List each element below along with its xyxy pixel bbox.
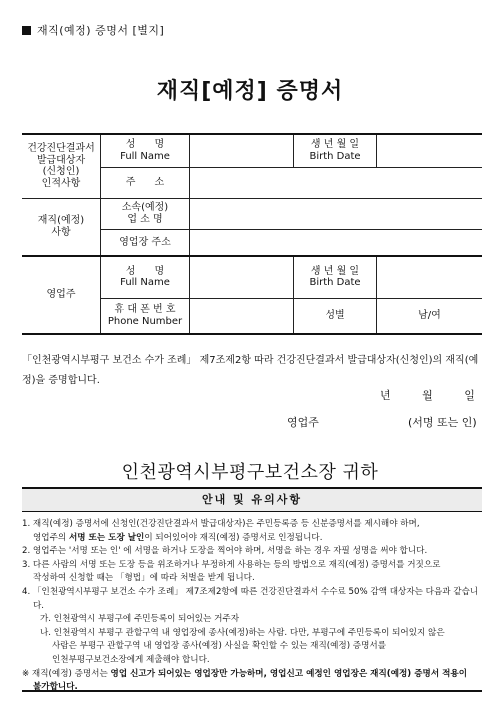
black-square-icon: [22, 26, 31, 35]
applicant-section-label: 건강진단결과서 발급대상자 (신청인) 인적사항: [22, 134, 101, 198]
owner-birth-label: 생 년 월 일 Birth Date: [294, 256, 377, 298]
applicant-birth-field[interactable]: [377, 134, 483, 167]
certification-statement: 「인천광역시부평구 보건소 수가 조례」 제7조제2항 따라 건강진단결과서 발급대상자(신청인)의 재직(예정)을 증명합니다.: [22, 355, 479, 386]
notice-title: 안내 및 유의사항: [22, 487, 482, 512]
document-title: 재직[예정] 증명서: [156, 79, 344, 104]
form-tag-text: 재직(예정) 증명서 [별지]: [37, 24, 165, 37]
note-3: 3. 다른 사람의 서명 또는 도장 등을 위조하거나 부정하게 사용하는 등의 방법으로 재직(예정) 증명서를 거짓으로 작성하여 신청할 때는 「형법」에 따라 처벌을 받게 됩니다.: [22, 559, 441, 584]
note-4: 4. 「인천광역시부평구 보건소 수가 조례」 제7조제2항에 따른 건강진단결과서 수수료 50% 감액 대상자는 다음과 같습니다.: [22, 586, 479, 611]
note-4-b-cont: 사람은 부평구 관할구역 내 영업장 종사(예정) 사실을 확인할 수 있는 재직(예정) 증명서를: [52, 641, 387, 652]
note-warning: ※ 재직(예정) 증명서는 영업 신고가 되어있는 영업장만 가능하며, 영업신고 예정인 영업장은 재직(예정) 증명서 적용이 불가합니다.: [22, 668, 468, 693]
certificate-form-table: [22, 133, 482, 335]
applicant-address-label: 주 소: [101, 167, 190, 198]
notice-list: [22, 518, 487, 695]
signer-label: 영업주: [287, 416, 319, 429]
employment-affiliation-field[interactable]: [190, 198, 483, 229]
owner-birth-field[interactable]: [377, 256, 483, 298]
employment-address-field[interactable]: [190, 229, 483, 256]
owner-phone-label: 휴 대 폰 번 호 Phone Number: [101, 298, 190, 334]
employment-address-label: 영업장 주소: [101, 229, 190, 256]
owner-gender-value[interactable]: 남/여: [377, 298, 483, 334]
employment-section-label: 재직(예정) 사항: [22, 198, 101, 256]
employment-affiliation-label: 소속(예정) 업 소 명: [101, 198, 190, 229]
note-4-b-cont2: 인천부평구보건소장에게 제출해야 합니다.: [52, 654, 210, 665]
form-tag: [22, 22, 164, 38]
applicant-name-field[interactable]: [190, 134, 294, 167]
owner-gender-label: 성별: [294, 298, 377, 334]
owner-name-field[interactable]: [190, 256, 294, 298]
applicant-address-field[interactable]: [190, 167, 483, 198]
note-1: 1. 재직(예정) 증명서에 신청인(건강진단결과서 발급대상자)은 주민등록증 등 신분증명서를 제시해야 하며, 영업주의 서명 또는 도장 날인이 되어있어야 재직(예정) 증명서로 인정됩니다.: [22, 519, 420, 543]
applicant-birth-label: 생 년 월 일 Birth Date: [294, 134, 377, 167]
note-2: 2. 영업주는 '서명 또는 인' 에 서명을 하거나 도장을 찍어야 하며, 서명을 하는 경우 자필 성명을 써야 합니다.: [22, 546, 428, 557]
note-4-a: 가. 인천광역시 부평구에 주민등록이 되어있는 거주자: [40, 614, 240, 625]
bottom-divider: [22, 690, 482, 692]
date-line[interactable]: 년 월 일: [380, 389, 475, 402]
owner-name-label: 성 명 Full Name: [101, 256, 190, 298]
note-4-b: 나. 인천광역시 부평구 관할구역 내 영업장에 종사(예정)하는 사람. 다만, 부평구에 주민등록이 되어있지 않은: [40, 627, 445, 638]
owner-phone-field[interactable]: [190, 298, 294, 334]
recipient-line: 인천광역시부평구보건소장 귀하: [121, 462, 379, 483]
applicant-name-label: 성 명 Full Name: [101, 134, 190, 167]
owner-section-label: 영업주: [22, 256, 101, 334]
signer-signature-note[interactable]: (서명 또는 인): [408, 416, 477, 429]
